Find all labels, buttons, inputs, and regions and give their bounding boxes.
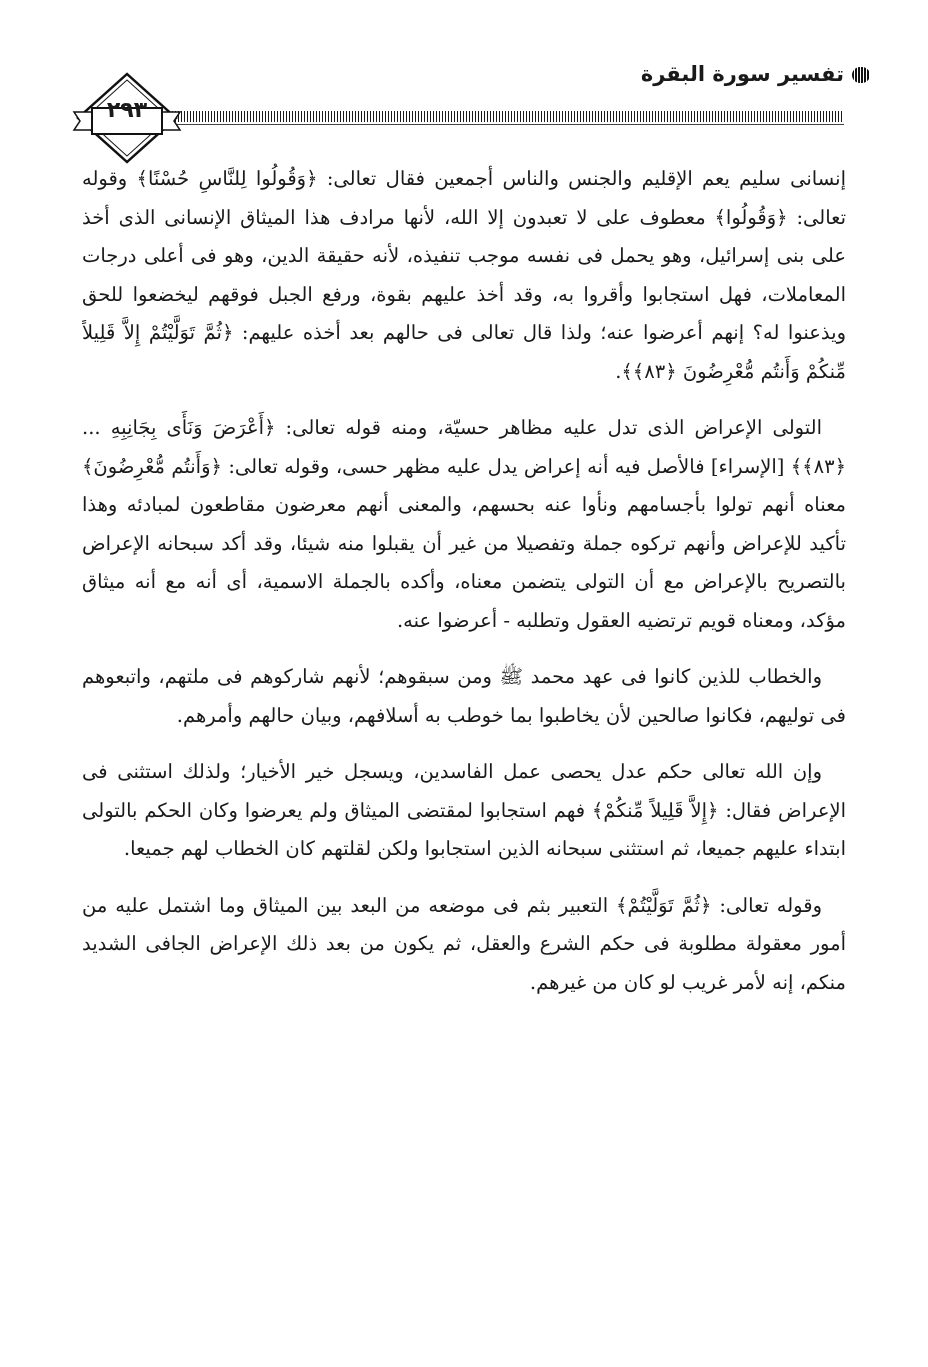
running-title	[641, 62, 870, 86]
paragraph: وإن الله تعالى حكم عدل يحصى عمل الفاسدين، ويسجل خير الأخيار؛ ولذلك استثنى فى الإعراض فقال: ﴿إِلاَّ قَلِيلاً مِّنكُمْ﴾ فهم استجابوا لمقتضى الميثاق ولم يعرضوا وكان الحكم بالتولى ابتداء عليهم جميعا، ثم استثنى سبحانه الذين استجابوا ولكن لقلتهم كان الخطاب لهم جميعا.	[82, 760, 846, 860]
page-number: ٢٩٣	[106, 98, 148, 123]
page-header	[0, 0, 928, 160]
paragraph: إنسانى سليم يعم الإقليم والجنس والناس أجمعين فقال تعالى: ﴿وَقُولُوا لِلنَّاسِ حُسْنًا﴾ وقوله تعالى: ﴿وَقُولُوا﴾ معطوف على لا تعبدون إلا الله، لأنها مرادف هذا الميثاق الإنسانى الذى أخذ على بنى إسرائيل، وهو يحمل فى نفسه موجب تنفيذه، لأنه حقيقة الدين، وهو فى أعلى درجات المعاملات، فهل استجابوا وأقروا به، وقد أخذ عليهم بقوة، ورفع الجبل فوقهم ليخضعوا للحق ويذعنوا له؟ إنهم أعرضوا عنه؛ ولذا قال تعالى فى حالهم بعد أخذه عليهم: ﴿ثُمَّ تَوَلَّيْتُمْ إِلاَّ قَلِيلاً مِّنكُمْ وَأَنتُم مُّعْرِضُونَ ﴿٨٣﴾﴾.	[82, 167, 846, 383]
page-body	[82, 160, 846, 1340]
header-rule-thin	[160, 124, 844, 125]
paragraph: التولى الإعراض الذى تدل عليه مظاهر حسيّة، ومنه قوله تعالى: ﴿أَعْرَضَ وَنَأَى بِجَانِبِهِ ... ﴿٨٣﴾﴾ [الإسراء] فالأصل فيه أنه إعراض يدل عليه مظهر حسى، وقوله تعالى: ﴿وَأَنتُم مُّعْرِضُونَ﴾ معناه أنهم تولوا بأجسامهم ونأوا عنه بحسهم، والمعنى أنهم معرضون مقاطعون لمبادئه وهذا تأكيد للإعراض وأنهم تركوه جملة وتفصيلا من غير أن يقبلوا منه شيئا، وقد أكد سبحانه الإعراض بالتصريح بالإعراض مع أن التولى يتضمن معناه، وأكده بالجملة الاسمية، أى أنه مع أنه ميثاق مؤكد، ومعناه قويم ترتضيه العقول وتطلبه - أعرضوا عنه.	[82, 416, 846, 632]
running-title-text: تفسير سورة البقرة	[640, 62, 844, 86]
paragraph: والخطاب للذين كانوا فى عهد محمد ﷺ ومن سبقوهم؛ لأنهم شاركوهم فى ملتهم، واتبعوهم فى توليهم، فكانوا صالحين لأن يخاطبوا بما خوطب به أسلافهم، وبيان حالهم وأمرهم.	[82, 665, 846, 727]
paragraph: وقوله تعالى: ﴿ثُمَّ تَوَلَّيْتُمْ﴾ التعبير بثم فى موضعه من البعد بين الميثاق وما اشتمل عليه من أمور معقولة مطلوبة فى حكم الشرع والعقل، ثم يكون من بعد ذلك الإعراض الجافى الشديد منكم، إنه لأمر غريب لو كان من غيرهم.	[82, 893, 846, 994]
header-rule	[160, 111, 844, 122]
ornament-icon	[852, 67, 870, 83]
